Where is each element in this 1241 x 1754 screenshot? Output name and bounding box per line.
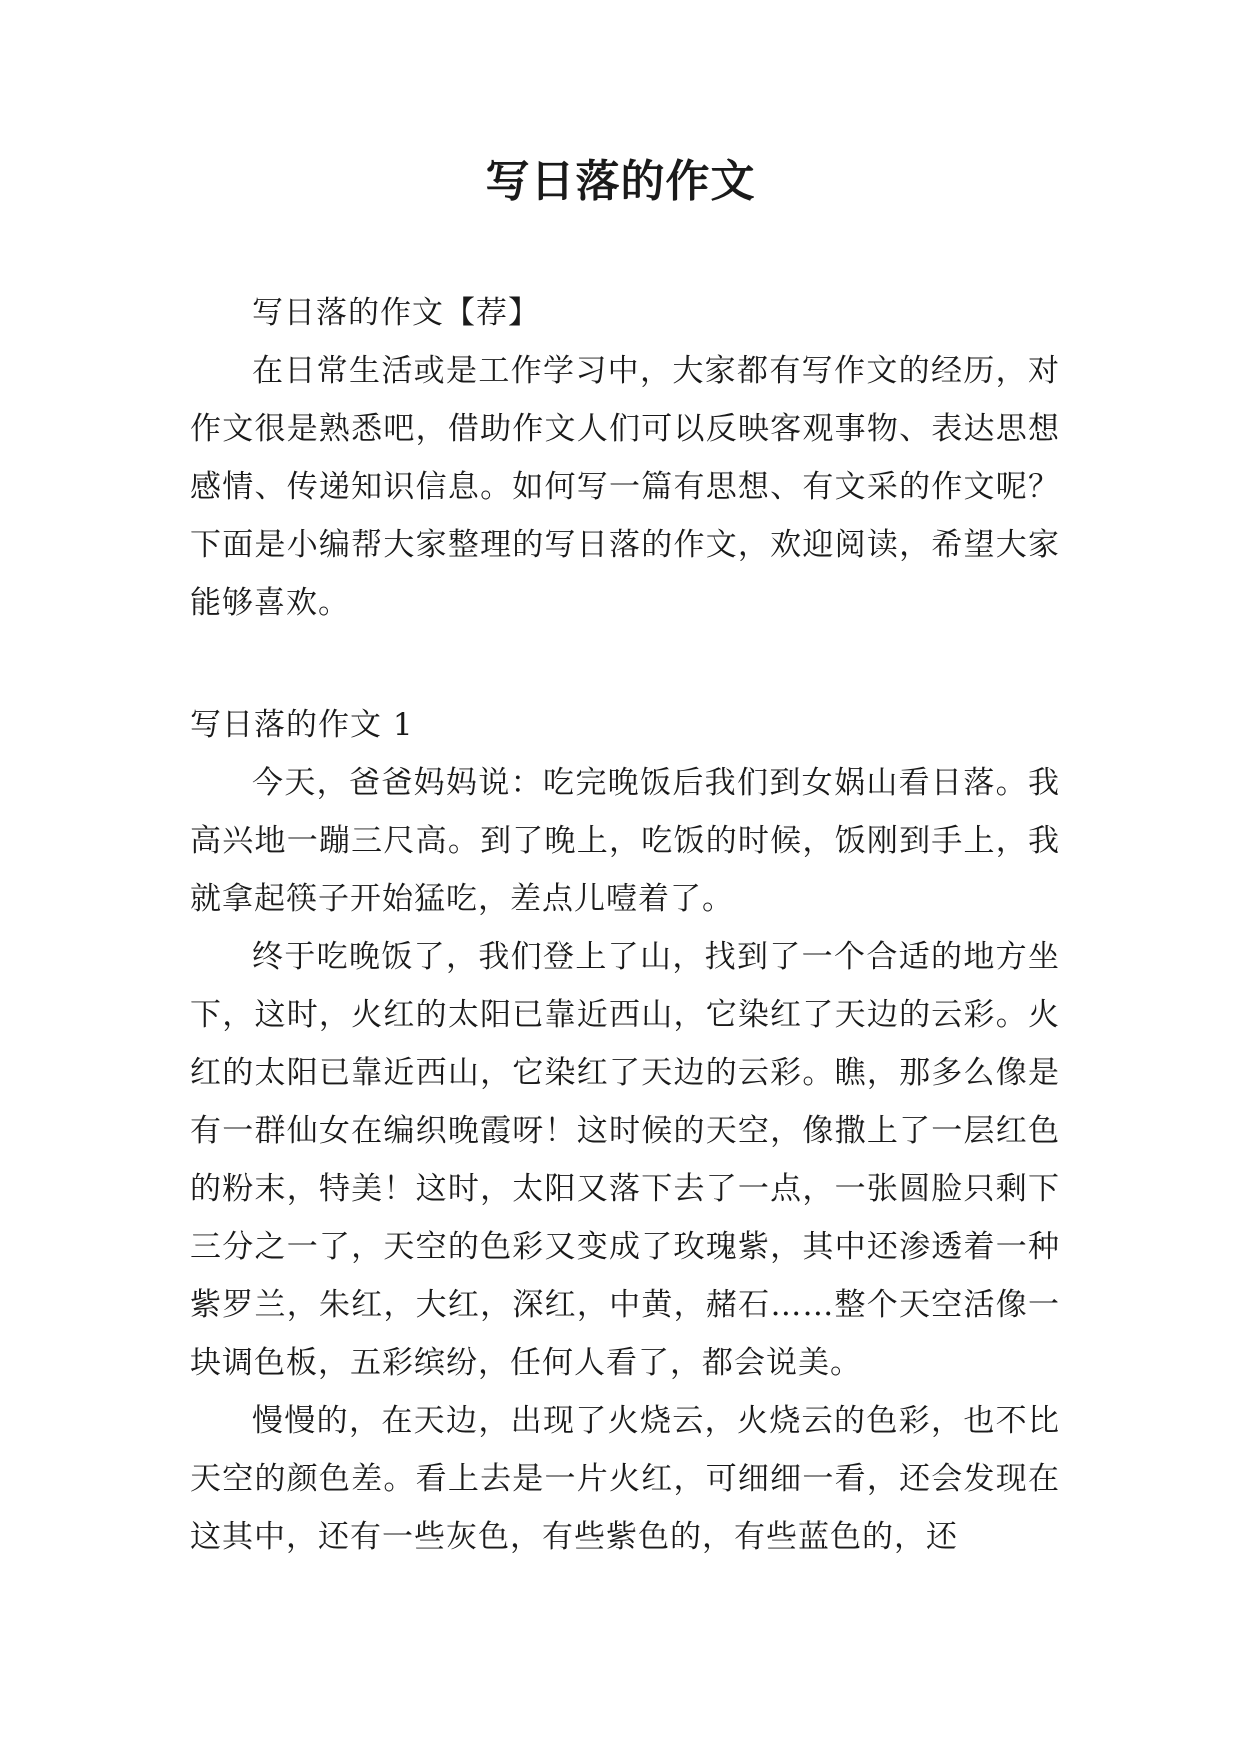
document-title: 写日落的作文 — [485, 156, 756, 207]
body-paragraph-1: 今天，爸爸妈妈说：吃完晚饭后我们到女娲山看日落。我高兴地一蹦三尺高。到了晚上，吃饭的时候，饭刚到手上，我就拿起筷子开始猛吃，差点儿噎着了。 — [190, 765, 1060, 917]
body-paragraph-2: 终于吃晚饭了，我们登上了山，找到了一个合适的地方坐下，这时，火红的太阳已靠近西山，它染红了天边的云彩。火红的太阳已靠近西山，它染红了天边的云彩。瞧，那多么像是有一群仙女在编织晚霞呀！这时候的天空，像撒上了一层红色的粉末，特美！这时，太阳又落下去了一点，一张圆脸只剩下三分之一了，天空的色彩又变成了玫瑰紫，其中还渗透着一种紫罗兰，朱红，大红，深红，中黄，赭石……整个天空活像一块调色板，五彩缤纷，任何人看了，都会说美。 — [190, 939, 1060, 1381]
document-subtitle: 写日落的作文【荐】 — [252, 295, 540, 331]
section-title: 写日落的作文 1 — [190, 707, 414, 743]
intro-paragraph: 在日常生活或是工作学习中，大家都有写作文的经历，对作文很是熟悉吧，借助作文人们可以反映客观事物、表达思想感情、传递知识信息。如何写一篇有思想、有文采的作文呢？下面是小编帮大家整理的写日落的作文，欢迎阅读，希望大家能够喜欢。 — [190, 353, 1060, 621]
body-paragraph-3: 慢慢的，在天边，出现了火烧云，火烧云的色彩，也不比天空的颜色差。看上去是一片火红，可细细一看，还会发现在这其中，还有一些灰色，有些紫色的，有些蓝色的，还 — [190, 1403, 1060, 1555]
document-body — [190, 284, 1060, 1566]
